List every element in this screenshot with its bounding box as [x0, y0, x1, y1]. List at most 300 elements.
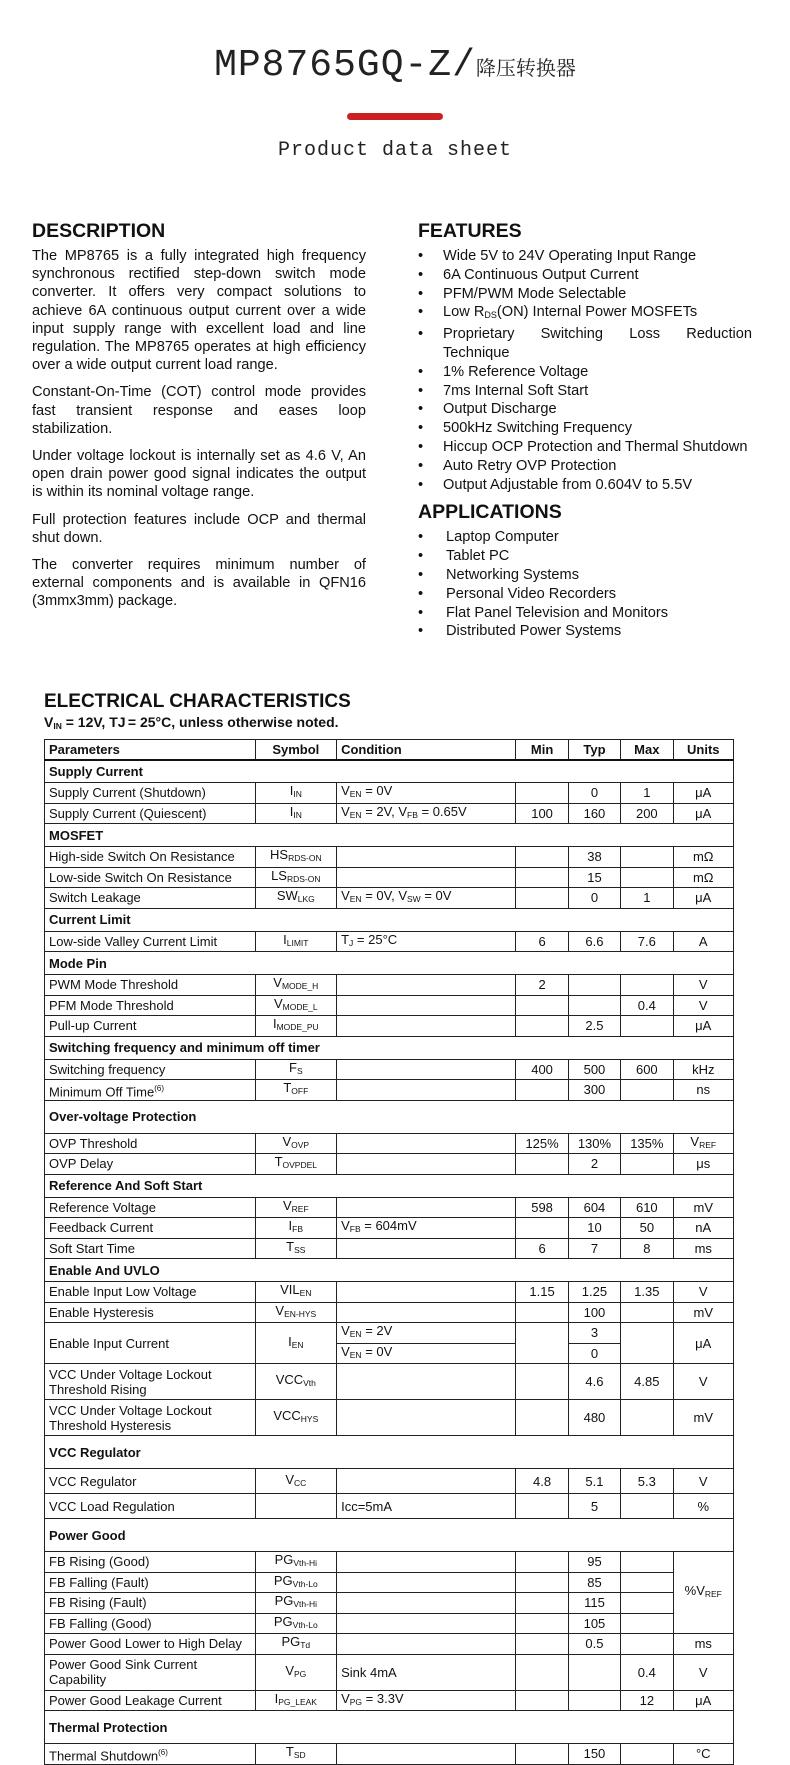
min-cell [516, 1302, 568, 1323]
subscript: REF [291, 1203, 309, 1214]
table-row [45, 1469, 734, 1494]
description-heading: DESCRIPTION [32, 220, 166, 242]
footnote-ref: (6) [154, 1083, 164, 1093]
parameter-cell: OVP Delay [45, 1154, 256, 1175]
typ-cell: 2 [568, 1154, 620, 1175]
symbol-cell: $I_{LIMIT}$ [255, 931, 337, 952]
features-heading: FEATURES [418, 220, 522, 242]
feature-item: • 500kHz Switching Frequency [418, 419, 752, 438]
condition-cell [337, 1613, 516, 1634]
parameter-cell: Switching frequency [45, 1059, 256, 1080]
typ-cell: 5.1 [568, 1469, 620, 1494]
subscript: EN [349, 789, 362, 800]
typ-cell: 15 [568, 867, 620, 888]
section-title: MOSFET [45, 824, 734, 847]
parameter-cell: Enable Hysteresis [45, 1302, 256, 1323]
typ-cell: 10 [568, 1218, 620, 1239]
unit-cell: ms [673, 1634, 733, 1655]
parameter-cell: VCC Under Voltage Lockout Threshold Hysteresis [45, 1400, 256, 1436]
table-header-row [45, 740, 734, 760]
table-row [45, 1133, 734, 1154]
section-title: Reference And Soft Start [45, 1174, 734, 1197]
min-cell [516, 1016, 568, 1037]
max-cell: 12 [621, 1690, 673, 1711]
table-row [45, 1238, 734, 1259]
condition-cell [337, 1238, 516, 1259]
feature-item: • Hiccup OCP Protection and Thermal Shutdown [418, 438, 752, 457]
section-row [45, 1436, 734, 1469]
application-item: • Laptop Computer [418, 528, 752, 547]
max-cell: 1.35 [621, 1282, 673, 1303]
symbol-cell: $V_{OVP}$ [255, 1133, 337, 1154]
subscript: EN [299, 1288, 312, 1299]
min-cell [516, 1494, 568, 1519]
unit-cell: V [673, 975, 733, 996]
max-cell [621, 867, 673, 888]
title-part-number: MP8765GQ-Z/ [214, 44, 476, 87]
table-row [45, 1364, 734, 1400]
subscript: Td [300, 1640, 311, 1651]
typ-cell: 5 [568, 1494, 620, 1519]
condition-cell: Sink 4mA [337, 1654, 516, 1690]
typ-cell: 0 [568, 783, 620, 804]
unit-cell: °C [673, 1744, 733, 1765]
min-cell [516, 1572, 568, 1593]
table-row [45, 1552, 734, 1573]
table-row [45, 1572, 734, 1593]
feature-item: • 7ms Internal Soft Start [418, 382, 752, 401]
parameter-cell: Low-side Valley Current Limit [45, 931, 256, 952]
subscript: S [296, 1065, 303, 1076]
description-paragraph: The converter requires minimum number of external components and is available in QFN16 (3mmx3mm) package. [32, 557, 366, 610]
typ-cell: 604 [568, 1197, 620, 1218]
max-cell [621, 1494, 673, 1519]
max-cell: 610 [621, 1197, 673, 1218]
symbol-cell: $SW_{LKG}$ [255, 888, 337, 909]
title-chinese: 降压转换器 [475, 56, 576, 80]
condition-cell [337, 867, 516, 888]
parameter-cell: Power Good Lower to High Delay [45, 1634, 256, 1655]
section-title: Supply Current [45, 760, 734, 783]
typ-cell [568, 1654, 620, 1690]
table-row [45, 1154, 734, 1175]
table-row [45, 1059, 734, 1080]
max-cell [621, 1634, 673, 1655]
subscript: REF [704, 1589, 722, 1599]
column-header: Symbol [255, 740, 337, 760]
table-row [45, 995, 734, 1016]
section-title: VCC Regulator [45, 1436, 734, 1469]
max-cell [621, 1323, 673, 1364]
column-header: Condition [337, 740, 516, 760]
table-row [45, 1634, 734, 1655]
section-title: Current Limit [45, 908, 734, 931]
typ-cell: 0.5 [568, 1634, 620, 1655]
subscript: MODE_L [282, 1001, 318, 1012]
application-item: • Flat Panel Television and Monitors [418, 604, 752, 623]
typ-cell [568, 1690, 620, 1711]
parameter-cell: Supply Current (Quiescent) [45, 803, 256, 824]
unit-cell: mΩ [673, 847, 733, 868]
symbol-cell: $V_{REF}$ [255, 1197, 337, 1218]
electrical-characteristics-section [44, 691, 734, 1765]
max-cell: 7.6 [621, 931, 673, 952]
unit-cell: A [673, 931, 733, 952]
unit-cell: ns [673, 1080, 733, 1101]
column-header: Min [516, 740, 568, 760]
subscript: LIMIT [286, 937, 309, 948]
parameter-cell: Reference Voltage [45, 1197, 256, 1218]
feature-item: • Low $R_{DS}(ON)$ Internal Power MOSFETs [418, 303, 752, 325]
subscript: EN [349, 1329, 362, 1340]
max-cell: 0.4 [621, 995, 673, 1016]
section-row [45, 952, 734, 975]
condition-cell [337, 1400, 516, 1436]
table-row [45, 1654, 734, 1690]
unit-cell: nA [673, 1218, 733, 1239]
section-row [45, 1036, 734, 1059]
typ-cell: 85 [568, 1572, 620, 1593]
min-cell [516, 1154, 568, 1175]
table-row [45, 1302, 734, 1323]
symbol-cell: $VCC_{Vth}$ [255, 1364, 337, 1400]
section-title: Switching frequency and minimum off timer [45, 1036, 734, 1059]
table-row [45, 1016, 734, 1037]
typ-cell: 300 [568, 1080, 620, 1101]
unit-cell: μA [673, 888, 733, 909]
subscript: PG [294, 1668, 307, 1679]
table-row [45, 847, 734, 868]
min-cell: 400 [516, 1059, 568, 1080]
symbol-cell: $VCC_{HYS}$ [255, 1400, 337, 1436]
symbol-cell: $T_{OVPDEL}$ [255, 1154, 337, 1175]
symbol-cell: $I_{EN}$ [255, 1323, 337, 1364]
electrical-heading: ELECTRICAL CHARACTERISTICS [44, 691, 351, 712]
title-accent-bar [347, 113, 443, 120]
unit-cell: μA [673, 1016, 733, 1037]
section-row [45, 1100, 734, 1133]
typ-cell [568, 995, 620, 1016]
table-row [45, 1197, 734, 1218]
table-row [45, 931, 734, 952]
section-title: Over-voltage Protection [45, 1100, 734, 1133]
max-cell: 1 [621, 888, 673, 909]
feature-item: • PFM/PWM Mode Selectable [418, 285, 752, 304]
section-row [45, 1519, 734, 1552]
max-cell: 4.85 [621, 1364, 673, 1400]
subscript: Vth [303, 1378, 316, 1388]
subscript: EN [349, 894, 362, 905]
max-cell [621, 1400, 673, 1436]
subscript: J [349, 937, 354, 948]
typ-cell: 100 [568, 1302, 620, 1323]
max-cell [621, 1572, 673, 1593]
feature-item: • Auto Retry OVP Protection [418, 457, 752, 476]
unit-cell: V [673, 1282, 733, 1303]
table-row [45, 1282, 734, 1303]
unit-cell: $\%V_{REF}$ [673, 1552, 733, 1634]
min-cell [516, 1634, 568, 1655]
symbol-cell: $V_{EN-HYS}$ [255, 1302, 337, 1323]
subscript: RDS-ON [288, 853, 322, 864]
condition-cell [337, 1572, 516, 1593]
section-title: Power Good [45, 1519, 734, 1552]
symbol-cell: $I_{PG\_LEAK}$ [255, 1690, 337, 1711]
feature-item: • Proprietary Switching Loss Reduction Technique [418, 325, 752, 363]
symbol-cell: $I_{FB}$ [255, 1218, 337, 1239]
subscript: Vth-Hi [293, 1558, 318, 1569]
unit-cell: mV [673, 1197, 733, 1218]
application-item: • Distributed Power Systems [418, 622, 752, 641]
min-cell [516, 1613, 568, 1634]
min-cell [516, 1690, 568, 1711]
subscript: OFF [291, 1086, 309, 1097]
typ-cell: 500 [568, 1059, 620, 1080]
condition-cell: $T_J = 25^\circ C$ [337, 931, 516, 952]
condition-cell [337, 1634, 516, 1655]
condition-cell [337, 1593, 516, 1614]
typ-cell: 3 [568, 1323, 620, 1344]
features-list [418, 247, 752, 494]
min-cell [516, 1552, 568, 1573]
parameter-cell: VCC Regulator [45, 1469, 256, 1494]
unit-cell: V [673, 1654, 733, 1690]
subscript: EN [291, 1339, 304, 1350]
condition-cell: $V_{EN} = 2V$, $V_{FB} = 0.65V$ [337, 803, 516, 824]
table-row [45, 888, 734, 909]
condition-cell [337, 1744, 516, 1765]
condition-cell [337, 1364, 516, 1400]
subscript: SS [294, 1244, 306, 1255]
table-row [45, 1613, 734, 1634]
parameter-cell: VCC Under Voltage Lockout Threshold Rising [45, 1364, 256, 1400]
feature-item: • 6A Continuous Output Current [418, 266, 752, 285]
min-cell [516, 1323, 568, 1364]
feature-item: • Wide 5V to 24V Operating Input Range [418, 247, 752, 266]
column-header: Parameters [45, 740, 256, 760]
section-row [45, 760, 734, 783]
page-title [0, 44, 790, 87]
max-cell: 5.3 [621, 1469, 673, 1494]
subscript: REF [699, 1139, 717, 1150]
condition-cell [337, 1154, 516, 1175]
condition-cell [337, 1552, 516, 1573]
subscript: SW [407, 894, 421, 905]
unit-cell: μs [673, 1154, 733, 1175]
section-row [45, 1711, 734, 1744]
symbol-cell: $HS_{RDS-ON}$ [255, 847, 337, 868]
unit-cell: V [673, 1469, 733, 1494]
condition-cell [337, 1282, 516, 1303]
max-cell: 0.4 [621, 1654, 673, 1690]
subscript: PG_LEAK [278, 1696, 317, 1707]
feature-item: • 1% Reference Voltage [418, 363, 752, 382]
features-section [418, 219, 752, 641]
parameter-cell: FB Rising (Fault) [45, 1593, 256, 1614]
typ-cell: 0 [568, 1343, 620, 1364]
table-row [45, 975, 734, 996]
parameter-cell: Pull-up Current [45, 1016, 256, 1037]
table-row [45, 1593, 734, 1614]
unit-cell: μA [673, 803, 733, 824]
min-cell [516, 1400, 568, 1436]
application-item: • Tablet PC [418, 547, 752, 566]
subscript: FB [407, 809, 418, 820]
min-cell [516, 783, 568, 804]
typ-cell: 130% [568, 1133, 620, 1154]
typ-cell: 1.25 [568, 1282, 620, 1303]
parameter-cell: Power Good Sink Current Capability [45, 1654, 256, 1690]
description-paragraph: Under voltage lockout is internally set as 4.6 V, An open drain power good signal indicates the output is within its nominal voltage range. [32, 448, 366, 501]
symbol-cell: $T_{SS}$ [255, 1238, 337, 1259]
condition-cell: $V_{EN} = 0V$, $V_{SW} = 0V$ [337, 888, 516, 909]
subscript: MODE_H [281, 981, 319, 992]
symbol-cell: $PG_{Vth-Hi}$ [255, 1593, 337, 1614]
subscript: HYS [300, 1414, 319, 1424]
subscript: LKG [297, 894, 315, 905]
table-row [45, 1744, 734, 1765]
application-item: • Personal Video Recorders [418, 585, 752, 604]
condition-cell [337, 1197, 516, 1218]
min-cell [516, 847, 568, 868]
condition-cell: $V_{EN} = 2V$ [337, 1323, 516, 1344]
subscript: EN-HYS [284, 1308, 317, 1319]
symbol-cell: $VIL_{EN}$ [255, 1282, 337, 1303]
condition-cell [337, 1469, 516, 1494]
section-title: Thermal Protection [45, 1711, 734, 1744]
min-cell [516, 1744, 568, 1765]
subscript [126, 721, 128, 731]
subscript: OVP [291, 1139, 310, 1150]
typ-cell: 6.6 [568, 931, 620, 952]
parameter-cell: Power Good Leakage Current [45, 1690, 256, 1711]
condition-cell [337, 1059, 516, 1080]
unit-cell: μA [673, 1323, 733, 1364]
application-item: • Networking Systems [418, 566, 752, 585]
subscript: EN [349, 1349, 362, 1360]
parameter-cell: Enable Input Low Voltage [45, 1282, 256, 1303]
parameter-cell: Supply Current (Shutdown) [45, 783, 256, 804]
subscript: Vth-Lo [292, 1619, 318, 1630]
applications-heading: APPLICATIONS [418, 501, 562, 524]
typ-cell: 480 [568, 1400, 620, 1436]
parameter-cell: Soft Start Time [45, 1238, 256, 1259]
max-cell [621, 1613, 673, 1634]
max-cell [621, 1302, 673, 1323]
typ-cell: 4.6 [568, 1364, 620, 1400]
feature-item: • Output Discharge [418, 400, 752, 419]
table-row [45, 867, 734, 888]
typ-cell: 95 [568, 1552, 620, 1573]
column-header: Units [673, 740, 733, 760]
subscript: IN [293, 809, 302, 820]
description-paragraph: Constant-On-Time (COT) control mode provides fast transient response and eases loop stabilization. [32, 384, 366, 437]
table-row [45, 783, 734, 804]
parameter-cell: Enable Input Current [45, 1323, 256, 1364]
description-paragraph: The MP8765 is a fully integrated high frequency synchronous rectified step-down switch mode converter. It offers very compact solutions to achieve 6A continuous output current over a wide input supply range with excellent load and line regulation. The MP8765 operates at high efficiency over a wide output current load range. [32, 248, 366, 374]
footnote-ref: (6) [158, 1747, 168, 1757]
symbol-cell: $T_{SD}$ [255, 1744, 337, 1765]
subscript: EN [349, 809, 362, 820]
typ-cell: 105 [568, 1613, 620, 1634]
symbol-cell: $PG_{Td}$ [255, 1634, 337, 1655]
parameter-cell: Thermal Shutdown$^{(6)}$ [45, 1744, 256, 1765]
min-cell [516, 1218, 568, 1239]
unit-cell: μA [673, 1690, 733, 1711]
min-cell: 1.15 [516, 1282, 568, 1303]
max-cell [621, 1016, 673, 1037]
electrical-conditions: $V_{IN} = 12V$, TJ = 25°C, unless otherwise noted. [44, 714, 339, 731]
symbol-cell: $LS_{RDS-ON}$ [255, 867, 337, 888]
parameter-cell: FB Rising (Good) [45, 1552, 256, 1573]
unit-cell: $V_{REF}$ [673, 1133, 733, 1154]
section-title: Mode Pin [45, 952, 734, 975]
symbol-cell: $PG_{Vth-Lo}$ [255, 1572, 337, 1593]
parameter-cell: FB Falling (Good) [45, 1613, 256, 1634]
parameter-cell: Low-side Switch On Resistance [45, 867, 256, 888]
symbol-cell: $PG_{Vth-Lo}$ [255, 1613, 337, 1634]
max-cell: 200 [621, 803, 673, 824]
symbol-cell: $PG_{Vth-Hi}$ [255, 1552, 337, 1573]
subscript: PG [349, 1696, 363, 1707]
unit-cell: mV [673, 1302, 733, 1323]
condition-cell [337, 847, 516, 868]
table-row [45, 1690, 734, 1711]
parameter-cell: OVP Threshold [45, 1133, 256, 1154]
section-row [45, 1174, 734, 1197]
unit-cell: kHz [673, 1059, 733, 1080]
electrical-table [44, 739, 734, 1765]
condition-cell [337, 1302, 516, 1323]
parameter-cell: Feedback Current [45, 1218, 256, 1239]
table-row [45, 803, 734, 824]
parameter-cell: High-side Switch On Resistance [45, 847, 256, 868]
subscript: Vth-Hi [293, 1599, 318, 1610]
page-subtitle: Product data sheet [277, 139, 513, 162]
min-cell [516, 1654, 568, 1690]
symbol-cell: $I_{IN}$ [255, 783, 337, 804]
parameter-cell: Switch Leakage [45, 888, 256, 909]
table-row [45, 1080, 734, 1101]
max-cell: 1 [621, 783, 673, 804]
max-cell [621, 847, 673, 868]
feature-item: • Output Adjustable from 0.604V to 5.5V [418, 476, 752, 495]
description-section [32, 219, 366, 620]
subscript: CC [294, 1477, 307, 1488]
subscript: OVPDEL [282, 1160, 318, 1171]
subscript: IN [293, 789, 302, 800]
typ-cell: 38 [568, 847, 620, 868]
parameter-cell: PFM Mode Threshold [45, 995, 256, 1016]
condition-cell [337, 1080, 516, 1101]
min-cell [516, 1080, 568, 1101]
unit-cell: V [673, 1364, 733, 1400]
symbol-cell: $I_{MODE\_PU}$ [255, 1016, 337, 1037]
symbol-cell [255, 1494, 337, 1519]
table-row [45, 1323, 734, 1344]
max-cell [621, 1744, 673, 1765]
min-cell [516, 1364, 568, 1400]
subscript: SD [293, 1750, 306, 1761]
subscript: Vth-Lo [292, 1578, 318, 1589]
typ-cell [568, 975, 620, 996]
table-row [45, 1400, 734, 1436]
condition-cell [337, 995, 516, 1016]
applications-list [418, 528, 752, 641]
parameter-cell: VCC Load Regulation [45, 1494, 256, 1519]
min-cell: 4.8 [516, 1469, 568, 1494]
min-cell: 6 [516, 931, 568, 952]
